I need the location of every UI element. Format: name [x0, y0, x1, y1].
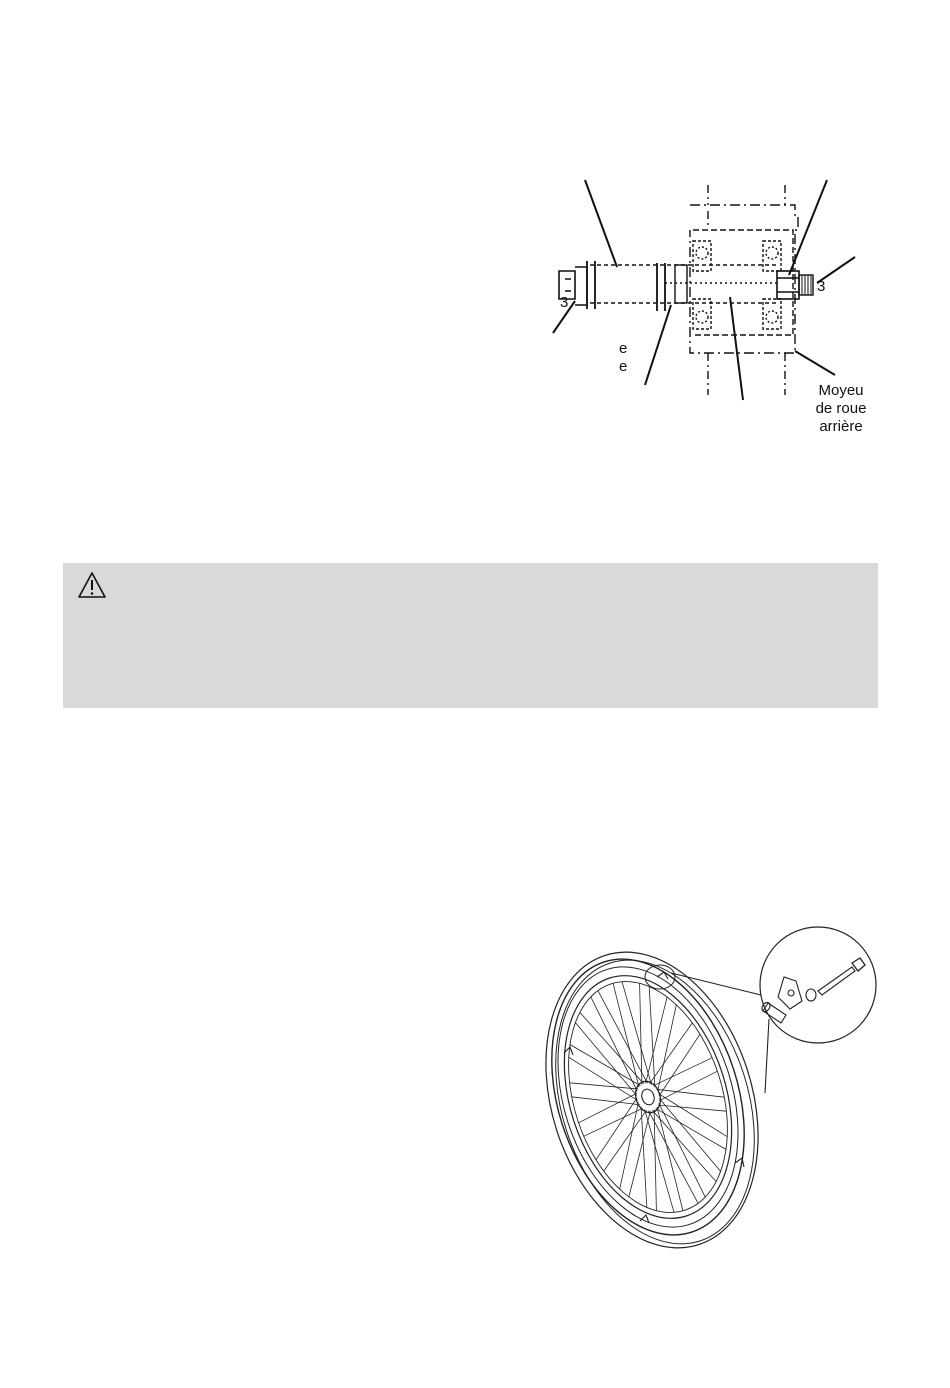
hub-label-line-1: Moyeu [818, 382, 864, 399]
wheel-spoke [596, 1098, 637, 1160]
warning-box [63, 563, 878, 708]
wheel-spoke [575, 1023, 636, 1096]
wheel-spoke [646, 997, 668, 1083]
wheel-spoke [650, 1023, 693, 1084]
wheel-spoke [572, 1097, 640, 1105]
wheel-handrim-drawing [540, 925, 885, 1260]
hub-label-line-2: de roue [815, 400, 867, 417]
rear-axle-diagram-drawing [545, 175, 885, 435]
wheel-handrim-diagram [540, 925, 885, 1260]
wheel-spoke [641, 1107, 647, 1208]
wheel-spoke [659, 1098, 720, 1171]
wheel-spoke [604, 1110, 647, 1171]
rear-axle-diagram [545, 175, 885, 435]
wheel-spoke [649, 987, 655, 1088]
svg-text:e: e [619, 340, 628, 357]
wheel-spoke [656, 1089, 724, 1097]
wheel-spoke [659, 1034, 700, 1096]
wheel-spoke [620, 1103, 639, 1189]
hub-label-line-3: arrière [819, 418, 863, 435]
svg-text:3: 3 [817, 278, 826, 295]
wheel-spoke [579, 1093, 637, 1123]
wheel-spoke [629, 1111, 651, 1197]
svg-text:3: 3 [560, 294, 569, 311]
wheel-spoke [658, 1105, 726, 1111]
wheel-spoke [658, 1005, 677, 1091]
wheel-spoke [659, 1071, 717, 1101]
svg-text:e: e [619, 358, 628, 375]
wheel-spoke [570, 1083, 638, 1089]
warning-triangle-icon [77, 571, 107, 599]
